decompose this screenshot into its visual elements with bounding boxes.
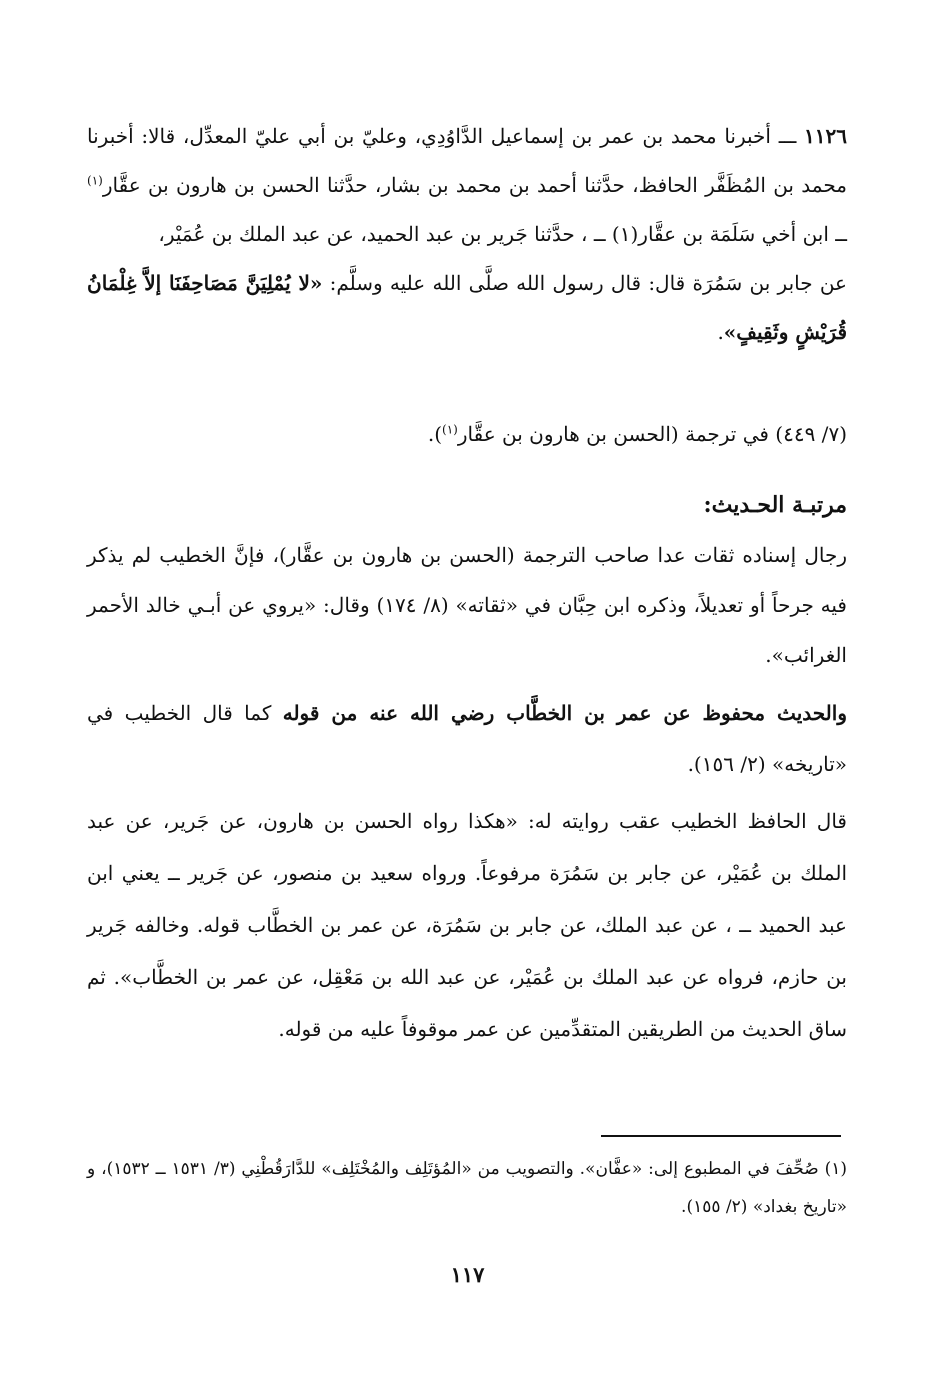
footnote: (١) صُحِّفَ في المطبوع إلى: «عفَّان». والتصويب من «المُؤتَلِف والمُخْتَلِف» للدَّارَقُطْنِي (٣/ ١٥٣١ ــ ١٥٣٢)، و «تاريخ بغداد» (٢/ ١٥٥).	[87, 1159, 847, 1217]
khatib-quote-paragraph: قال الحافظ الخطيب عقب روايته له: «هكذا رواه الحسن بن هارون، عن جَرير، عن عبد الملك بن عُمَيْر، عن جابر بن سَمُرَة مرفوعاً. ورواه سعيد بن منصور، عن جَرير ــ يعني ابن عبد الحميد ــ ، عن عبد الملك، عن جابر بن سَمُرَة، عن عمر بن الخطَّاب قوله. وخالفه جَرير بن حازم، فرواه عن عبد الملك بن عُمَيْر، عن عبد الله بن مَعْقِل، عن عمر بن الخطَّاب». ثم ساق الحديث من الطريقين المتقدِّمين عن عمر موقوفاً عليه من قوله.	[87, 809, 847, 1041]
source-ref-end: ).	[427, 422, 443, 446]
footnote-divider	[601, 1135, 841, 1137]
footnote-marker: (١)	[442, 422, 458, 437]
footnote-marker: (١)	[87, 173, 103, 188]
statement-rest: كما قال الخطيب في «تاريخه» (٢/ ١٥٦).	[87, 701, 847, 776]
source-reference	[102, 410, 847, 459]
matn-intro: عن جابر بن سَمُرَة قال: قال رسول الله صلَّى الله عليه وسلَّم:	[322, 271, 847, 295]
isnad-part2: ــ ابن أخي سَلَمَة بن عقَّار(١) ــ ، حدَّثنا جَرير بن عبد الحميد، عن عبد الملك بن عُمَيْر،	[158, 222, 847, 246]
grade-paragraph: رجال إسناده ثقات عدا صاحب الترجمة (الحسن بن هارون بن عقَّار)، فإنَّ الخطيب لم يذكر فيه جرحاً أو تعديلاً، وذكره ابن حِبَّان في «ثقاته» (٨/ ١٧٤) وقال: «يروي عن أبـي خالد الأحمر الغرائب».	[87, 543, 847, 667]
section-heading: مرتبـة الحـديث:	[703, 492, 847, 518]
bold-statement: والحديث محفوظ عن عمر بن الخطَّاب رضي الله عنه من قوله	[282, 701, 847, 725]
hadith-text	[87, 112, 847, 357]
page-number: ١١٧	[450, 1262, 485, 1287]
umar-paragraph	[87, 688, 847, 790]
hadith-dash: ـــ	[770, 124, 805, 148]
source-ref: (٧/ ٤٤٩) في ترجمة (الحسن بن هارون بن عقَّار	[457, 422, 847, 446]
isnad-part1: أخبرنا محمد بن عمر بن إسماعيل الدَّاوُدِي، وعليّ بن أبي عليّ المعدِّل، قالا: أخبرنا محمد بن المُظَفَّر الحافظ، حدَّثنا أحمد بن محمد بن بشار، حدَّثنا الحسن بن هارون بن عقَّار	[87, 124, 847, 197]
hadith-number: ١١٢٦	[804, 124, 848, 148]
matn-end: .	[717, 320, 724, 344]
matn-text: «لا يُمْلِيَنَّ مَصَاحِفَنَا إلاَّ غِلْمَانُ قُرَيْشٍ وثَقِيفٍ»	[87, 271, 847, 344]
